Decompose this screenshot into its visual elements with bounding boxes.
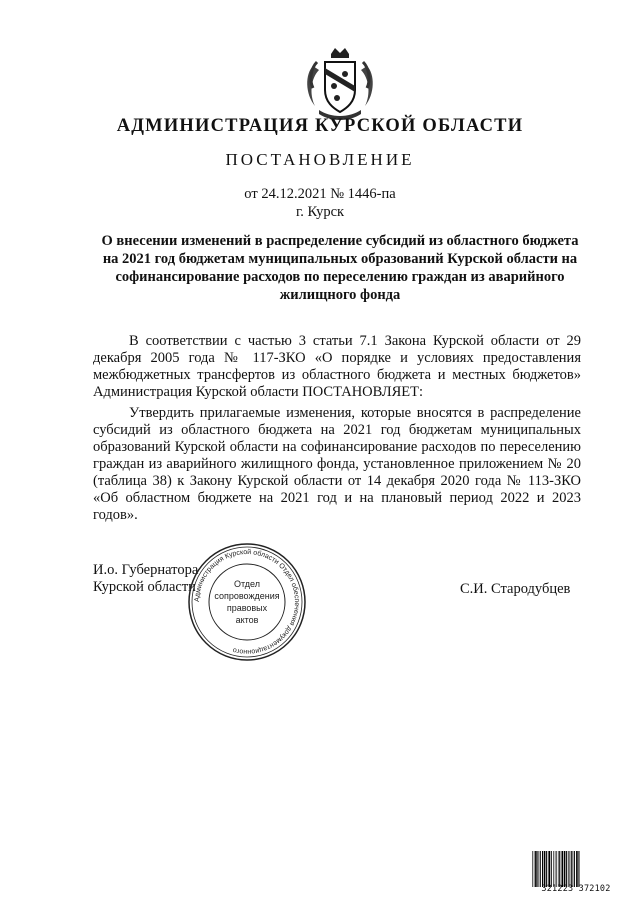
barcode-bar [546,851,547,887]
document-date-number: от 24.12.2021 № 1446-па [244,186,396,202]
barcode-bar [564,851,566,887]
document-title: О внесении изменений в распределение субсидий из областного бюджета на 2021 год бюджетам муниципальных образований Курской области на софинансирование расходов по переселению граждан из аварийного жилищного фонда [101,233,579,303]
barcode-number: 321223 372102 [541,884,611,894]
barcode-bar [551,851,552,887]
stamp-line-2: сопровождения [214,591,280,601]
stamp-line-4: актов [235,615,259,625]
official-stamp [186,541,308,663]
barcode-bar [558,851,559,887]
barcode [531,851,621,887]
barcode-bar [534,851,535,887]
barcode-bar [548,851,550,887]
barcode-bar [542,851,543,887]
barcode-bar [535,851,537,887]
coat-of-arms-icon [295,44,385,124]
barcode-bar [576,851,578,887]
barcode-bar [532,851,533,887]
signatory-name: С.И. Стародубцев [460,581,571,597]
barcode-bar [574,851,575,887]
signatory-position-line-2: Курской области [93,579,196,595]
barcode-bar [562,851,564,887]
barcode-bar [559,851,560,887]
barcode-bar [555,851,556,887]
body-paragraph-2: Утвердить прилагаемые изменения, которые вносятся в распределение субсидий из областного бюджета на 2021 год бюджетам муниципальных образований Курской области на софинансирование расходов по переселению граждан из аварийного жилищного фонда, установленное приложением № 20 (таблица 38) к Закону Курской области от 14 декабря 2020 года № 113-ЗКО «Об областном бюджете на 2021 год и на плановый период 2022 и 2023 годов». [93,405,581,523]
barcode-bar [556,851,557,887]
stamp-line-1: Отдел [233,579,261,589]
barcode-bar [566,851,567,887]
signatory-position-line-1: И.о. Губернатора [93,562,199,578]
organization-name: АДМИНИСТРАЦИЯ КУРСКОЙ ОБЛАСТИ [116,116,524,136]
barcode-bar [571,851,572,887]
barcode-bar [544,851,546,887]
document-type: ПОСТАНОВЛЕНИЕ [225,150,415,169]
barcode-bar [578,851,579,887]
stamp-line-3: правовых [226,603,268,613]
barcode-bar [537,851,538,887]
barcode-bar [553,851,554,887]
stamp-ring-text: Администрация Курской области Отдел обеспечения документационного [193,548,301,656]
document-city: г. Курск [295,204,345,220]
barcode-bar [568,851,569,887]
barcode-bar [573,851,574,887]
body-paragraph-1: В соответствии с частью 3 статьи 7.1 Закона Курской области от 29 декабря 2005 года № 117-ЗКО «О порядке и условиях предоставления межбюджетных трансфертов из областного бюджета и местных бюджетов» Администрация Курской области ПОСТАНОВЛЯЕТ: [93,333,581,400]
signatory-position [93,562,198,596]
barcode-bar [540,851,541,887]
